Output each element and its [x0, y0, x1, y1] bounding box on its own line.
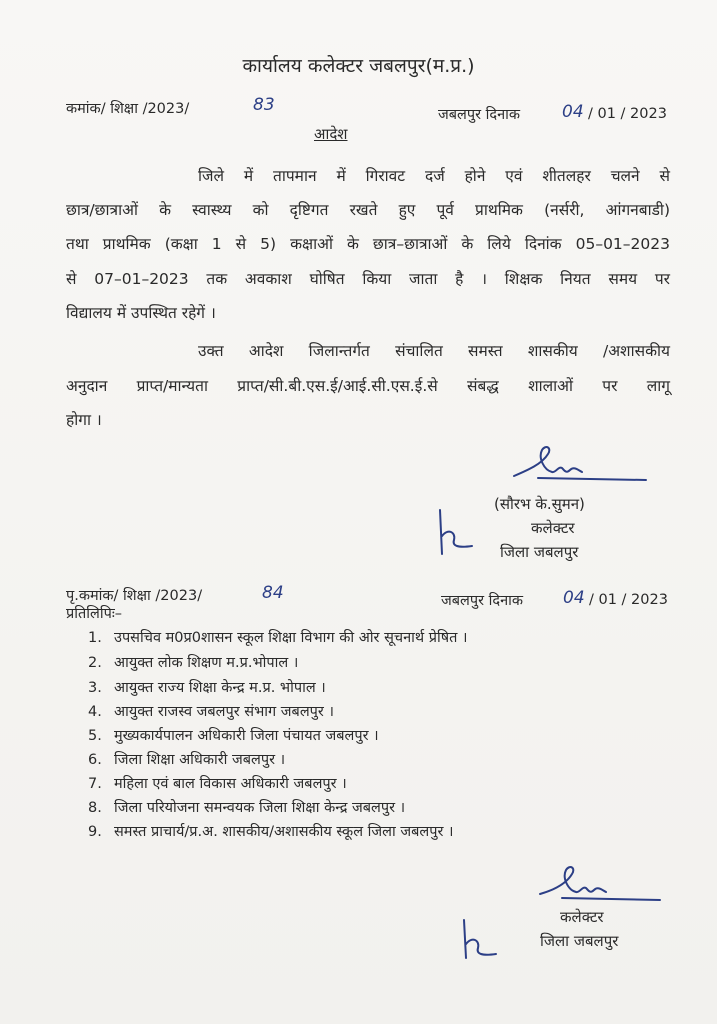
copy-ref-prefix: पृ.कमांक/ शिक्षा /2023/ — [66, 588, 203, 604]
initials-mark-2 — [458, 916, 502, 962]
list-item-number: 4. — [88, 704, 102, 720]
order-ref-number: 83 — [253, 95, 275, 115]
list-item-number: 7. — [88, 776, 102, 792]
list-item-text: जिला शिक्षा अधिकारी जबलपुर । — [114, 752, 286, 768]
list-item — [88, 627, 468, 647]
list-item-text: मुख्यकार्यपालन अधिकारी जिला पंचायत जबलपुर । — [114, 728, 379, 744]
list-item-number: 2. — [88, 655, 102, 671]
copy-date-day: 04 — [563, 588, 585, 608]
list-item — [88, 821, 453, 841]
list-item-number: 9. — [88, 824, 102, 840]
list-item-text: आयुक्त लोक शिक्षण म.प्र.भोपाल । — [114, 655, 299, 671]
list-item-number: 1. — [88, 630, 102, 646]
initials-mark-1 — [432, 506, 482, 558]
copy-label: प्रतिलिपिः– — [66, 606, 123, 622]
list-item — [88, 725, 379, 745]
collector-signature-2 — [536, 862, 676, 910]
copy-date-month-year: / 01 / 2023 — [589, 592, 668, 608]
list-item-text: आयुक्त राज्य शिक्षा केन्द्र म.प्र. भोपाल । — [114, 680, 326, 696]
list-item-number: 6. — [88, 752, 102, 768]
document-page: कार्यालय कलेक्टर जबलपुर(म.प्र.) कमांक/ शिक्षा /2023/ 83 जबलपुर दिनाक 04 / 01 / 2023 आदेश जिले में तापमान में गिरावट दर्ज होने एवं शीतलहर चलने से छात्र/छात्राओं के स्वास्थ्य को दृष्टिगत रखते हुए पूर्व प्राथमिक (नर्सरी, आंगनबाडी) तथा प्राथमिक (कक्षा 1 से 5) कक्षाओं के छात्र–छात्राओं के लिये दिनांक 05–01–2023 से 07–01–2023 तक अवकाश घोषित किया जाता है । शिक्षक नियत समय पर विद्यालय में उपस्थित रहेगें । उक्त आदेश जिलान्तर्गत संचालित समस्त शासकीय /अशासकीय अनुदान प्राप्त/मान्यता प्राप्त/सी.बी.एस.ई/आई.सी.एस.ई.से संबद्ध शालाओं पर लागू होगा । (सौरभ के.सुमन) कलेक्टर जिला जबलपुर पृ.कमांक/ शिक्षा /2023/ 84 जबलपुर दिनाक 04 / 01 / 2023 प्रतिलिपिः– 1. उपसचिव म0प्र0शासन स्कूल शिक्षा विभाग की ओर सूचनार्थ प्रेषित । 2. आयुक्त लोक शिक्षण म.प्र.भोपाल । 3. आयुक्त राज्य शिक्षा केन्द्र म.प्र. भोपाल । 4. आयुक्त राजस्व जबलपुर संभाग जबलपुर । 5. मुख्यकार्यपालन अधिकारी जिला पंचायत जबलपुर । 6. जिला शिक्षा अधिकारी जबलपुर । 7. महिला एवं बाल विकास अधिकारी जबलपुर । 8. जिला परियोजना समन्वयक जिला शिक्षा केन्द्र जबलपुर । 9. समस्त प्राचार्य/प्र.अ. शासकीय/अशासकीय स्कूल जिला जबलपुर । कलेक्टर जिला जबलपुर — [0, 0, 717, 1024]
list-item — [88, 773, 347, 793]
order-ref-prefix: कमांक/ शिक्षा /2023/ — [66, 101, 190, 117]
list-item-text: समस्त प्राचार्य/प्र.अ. शासकीय/अशासकीय स्कूल जिला जबलपुर । — [114, 824, 454, 840]
collector-signature-1 — [508, 440, 658, 490]
signatory2-district: जिला जबलपुर — [540, 932, 619, 950]
order-date-label: जबलपुर दिनाक — [438, 107, 521, 123]
list-item — [88, 749, 285, 769]
list-item — [88, 677, 326, 697]
list-item-text: आयुक्त राजस्व जबलपुर संभाग जबलपुर । — [114, 704, 334, 720]
list-item-text: महिला एवं बाल विकास अधिकारी जबलपुर । — [114, 776, 347, 792]
list-item — [88, 701, 334, 721]
list-item — [88, 797, 405, 817]
office-title: कार्यालय कलेक्टर जबलपुर(म.प्र.) — [242, 55, 475, 77]
order-title: आदेश — [314, 125, 348, 143]
copy-ref-number: 84 — [262, 583, 284, 603]
list-item — [88, 652, 298, 672]
signatory-district: जिला जबलपुर — [500, 543, 579, 561]
list-item-number: 8. — [88, 800, 102, 816]
list-item-number: 5. — [88, 728, 102, 744]
order-date-month-year: / 01 / 2023 — [588, 106, 667, 122]
list-item-text: उपसचिव म0प्र0शासन स्कूल शिक्षा विभाग की ओर सूचनार्थ प्रेषित । — [114, 630, 468, 646]
list-item-text: जिला परियोजना समन्वयक जिला शिक्षा केन्द्र जबलपुर । — [114, 800, 406, 816]
list-item-number: 3. — [88, 680, 102, 696]
order-date-day: 04 — [562, 102, 584, 122]
signatory-name: (सौरभ के.सुमन) — [494, 495, 585, 513]
signatory-designation: कलेक्टर — [531, 519, 575, 537]
signatory2-designation: कलेक्टर — [560, 908, 604, 926]
copy-date-label: जबलपुर दिनाक — [441, 593, 524, 609]
